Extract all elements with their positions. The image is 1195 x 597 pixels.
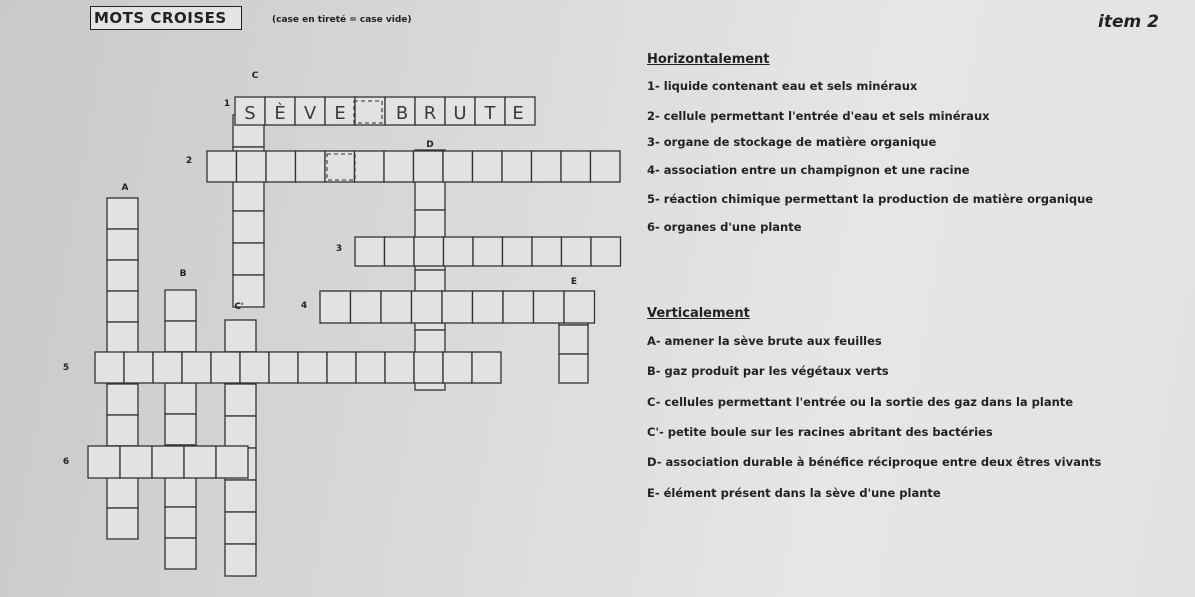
grid-label: 1 <box>223 99 231 109</box>
answer-letter: T <box>484 103 496 124</box>
crossword-cell-h2[interactable] <box>384 151 414 182</box>
crossword-cell-a[interactable] <box>107 508 138 539</box>
crossword-cell-h2[interactable] <box>325 151 355 182</box>
crossword-cell-h3[interactable] <box>532 237 562 266</box>
crossword-cell-h6[interactable] <box>120 446 152 478</box>
crossword-cell-h5[interactable] <box>240 352 269 383</box>
crossword-cell-a[interactable] <box>107 322 138 353</box>
crossword-cell-h5[interactable] <box>153 352 182 383</box>
crossword-cell-a[interactable] <box>107 198 138 229</box>
clue-h4: 4- association entre un champignon et une racine <box>647 163 970 177</box>
answer-letter: U <box>453 103 467 124</box>
crossword-cell-h5[interactable] <box>385 352 414 383</box>
crossword-cell-h3[interactable] <box>503 237 533 266</box>
crossword-cell-h4[interactable] <box>503 291 534 323</box>
crossword-cell-h4[interactable] <box>381 291 412 323</box>
crossword-cell-h2[interactable] <box>473 151 503 182</box>
crossword-cell-h2[interactable] <box>561 151 591 182</box>
crossword-cell-a[interactable] <box>107 229 138 260</box>
crossword-cell-h5[interactable] <box>182 352 211 383</box>
crossword-cell-c-prime[interactable] <box>225 512 256 544</box>
crossword-cell-h5[interactable] <box>211 352 240 383</box>
crossword-cell-c[interactable] <box>233 243 264 275</box>
crossword-cell-h3[interactable] <box>414 237 444 266</box>
item-label: item 2 <box>1098 12 1159 32</box>
answer-letter: E <box>334 103 346 124</box>
crossword-cell-h2[interactable] <box>207 151 237 182</box>
crossword-cell-h2[interactable] <box>591 151 621 182</box>
grid-label: C <box>251 71 259 81</box>
clue-h2: 2- cellule permettant l'entrée d'eau et sels minéraux <box>647 109 990 123</box>
crossword-cell-h4[interactable] <box>473 291 504 323</box>
crossword-cell-c-prime[interactable] <box>225 416 256 448</box>
crossword-cell-h4[interactable] <box>534 291 565 323</box>
crossword-cell-h3[interactable] <box>591 237 621 266</box>
crossword-cell-h5[interactable] <box>356 352 385 383</box>
grid-label: A <box>121 183 129 193</box>
crossword-cell-b[interactable] <box>165 476 196 507</box>
crossword-cell-h5[interactable] <box>124 352 153 383</box>
crossword-cell-h5[interactable] <box>269 352 298 383</box>
crossword-cell-h5[interactable] <box>298 352 327 383</box>
grid-label: B <box>179 269 187 279</box>
crossword-cell-b[interactable] <box>165 383 196 414</box>
grid-label: E <box>570 277 578 287</box>
crossword-cell-c-prime[interactable] <box>225 480 256 512</box>
crossword-cell-e[interactable] <box>559 325 588 354</box>
crossword-cell-h2[interactable] <box>414 151 444 182</box>
crossword-cell-h4[interactable] <box>442 291 473 323</box>
crossword-cell-a[interactable] <box>107 415 138 446</box>
crossword-cell-h3[interactable] <box>385 237 415 266</box>
crossword-cell-d[interactable] <box>415 210 445 240</box>
crossword-cell-h5[interactable] <box>472 352 501 383</box>
crossword-cell-h5[interactable] <box>95 352 124 383</box>
crossword-cell-h3[interactable] <box>562 237 592 266</box>
page-title: MOTS CROISES <box>90 6 242 30</box>
clue-h1: 1- liquide contenant eau et sels minéraux <box>647 79 918 93</box>
grid-label: C' <box>234 302 244 312</box>
crossword-cell-c-prime[interactable] <box>225 384 256 416</box>
crossword-cell-b[interactable] <box>165 290 196 321</box>
crossword-cell-b[interactable] <box>165 507 196 538</box>
crossword-cell-h2[interactable] <box>443 151 473 182</box>
answer-letter: S <box>244 103 256 124</box>
crossword-cell-h5[interactable] <box>414 352 443 383</box>
subtitle-note: (case en tireté = case vide) <box>272 15 412 25</box>
answer-letter: R <box>423 103 437 124</box>
crossword-cell-h4[interactable] <box>351 291 382 323</box>
crossword-cell-d[interactable] <box>415 180 445 210</box>
crossword-cell-b[interactable] <box>165 414 196 445</box>
crossword-cell-h6[interactable] <box>216 446 248 478</box>
crossword-cell-h2[interactable] <box>502 151 532 182</box>
crossword-cell-h2[interactable] <box>237 151 267 182</box>
crossword-cell-h4[interactable] <box>412 291 443 323</box>
crossword-cell-c-prime[interactable] <box>225 320 256 352</box>
grid-label: 2 <box>185 156 193 166</box>
answer-letter: È <box>274 103 286 124</box>
crossword-cell-h6[interactable] <box>88 446 120 478</box>
crossword-cell-c[interactable] <box>233 179 264 211</box>
grid-label: 4 <box>300 301 308 311</box>
clue-va: A- amener la sève brute aux feuilles <box>647 334 882 348</box>
grid-label: 3 <box>335 244 343 254</box>
clue-vd: D- association durable à bénéfice réciproque entre deux êtres vivants <box>647 455 1102 469</box>
clue-h6: 6- organes d'une plante <box>647 220 802 234</box>
clue-vb: B- gaz produit par les végétaux verts <box>647 364 889 378</box>
crossword-cell-h4[interactable] <box>320 291 351 323</box>
crossword-cell-h6[interactable] <box>152 446 184 478</box>
clue-h5: 5- réaction chimique permettant la production de matière organique <box>647 192 1094 206</box>
answer-letter: B <box>395 103 409 124</box>
crossword-cell-h3[interactable] <box>473 237 503 266</box>
crossword-cell-b[interactable] <box>165 538 196 569</box>
crossword-cell-c-prime[interactable] <box>225 544 256 576</box>
crossword-cell-h2[interactable] <box>532 151 562 182</box>
crossword-cell-h2[interactable] <box>296 151 326 182</box>
clue-h3: 3- organe de stockage de matière organique <box>647 135 937 149</box>
crossword-cell-h2[interactable] <box>355 151 385 182</box>
crossword-cell-h5[interactable] <box>443 352 472 383</box>
crossword-cell-h2[interactable] <box>266 151 296 182</box>
crossword-cell-h3[interactable] <box>444 237 474 266</box>
clue-vc-prime: C'- petite boule sur les racines abritant des bactéries <box>647 425 993 439</box>
horizontal-heading: Horizontalement <box>647 52 770 67</box>
grid-label: 5 <box>62 363 70 373</box>
answer-letter: E <box>512 103 524 124</box>
crossword-cell-h5[interactable] <box>327 352 356 383</box>
crossword-cell-h3[interactable] <box>355 237 385 266</box>
crossword-cell-b[interactable] <box>165 321 196 352</box>
clue-vc: C- cellules permettant l'entrée ou la sortie des gaz dans la plante <box>647 395 1074 409</box>
answer-letter: V <box>303 103 317 124</box>
clue-ve: E- élément présent dans la sève d'une plante <box>647 486 941 500</box>
crossword-cell-a[interactable] <box>107 477 138 508</box>
crossword-cell-a[interactable] <box>107 260 138 291</box>
vertical-heading: Verticalement <box>647 306 750 321</box>
crossword-cell-a[interactable] <box>107 291 138 322</box>
crossword-cell-e[interactable] <box>559 354 588 383</box>
crossword-cell-a[interactable] <box>107 384 138 415</box>
crossword-cell-c[interactable] <box>233 211 264 243</box>
crossword-cell-h4[interactable] <box>564 291 595 323</box>
grid-label: 6 <box>62 457 70 467</box>
crossword-cell-h6[interactable] <box>184 446 216 478</box>
grid-label: D <box>426 140 434 150</box>
